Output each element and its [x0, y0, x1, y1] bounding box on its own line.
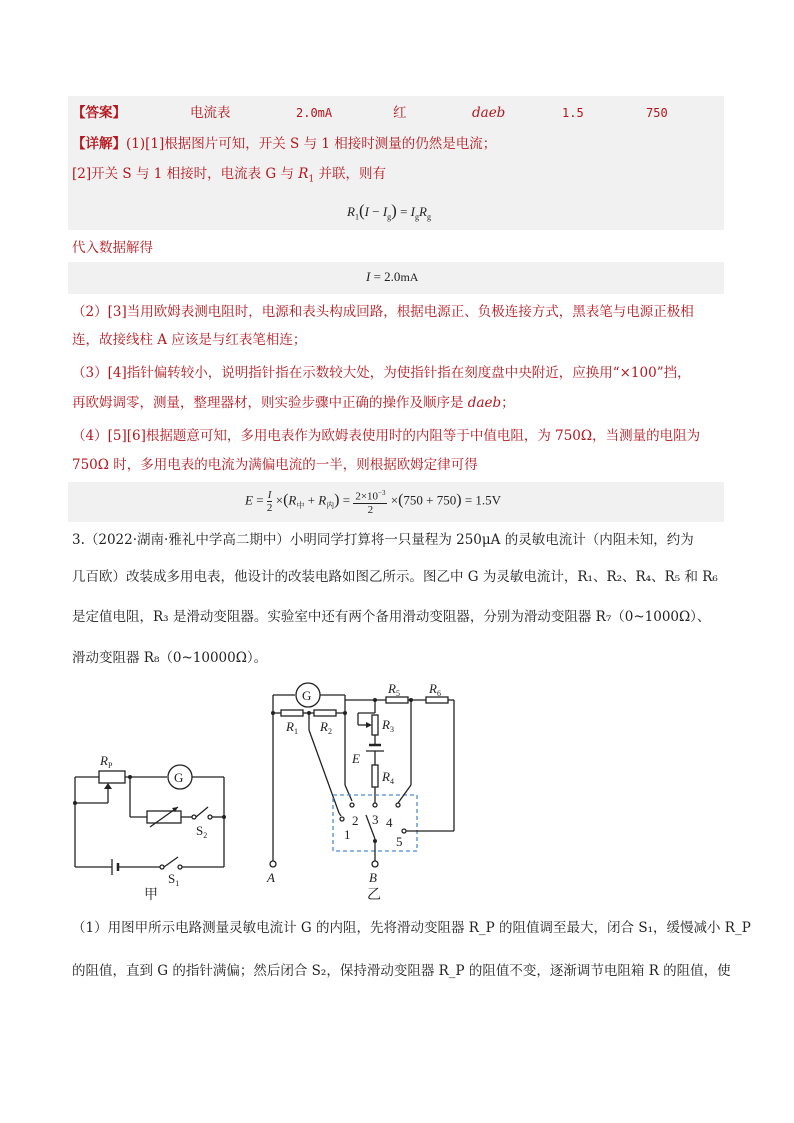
r2-resistor — [314, 710, 336, 716]
detail-line7: （4）[5][6]根据题意可知，多用电表作为欧姆表使用时的内阻等于中值电阻，为 750Ω，当测量的电阻为 — [72, 428, 701, 444]
question-line2: 几百欧）改装成多用电表，他设计的改装电路如图乙所示。图乙中 G 为灵敏电流计，R₁、R₂、R₄、R₅ 和 R₆ — [72, 569, 718, 585]
detail-line6-c: ； — [501, 395, 515, 411]
answer-item-5: 1.5 — [562, 106, 584, 120]
figure-yi — [266, 681, 454, 903]
detail-line4: 连，故接线柱 A 应该是与红表笔相连； — [72, 332, 307, 348]
eq3: E = $\frac{I}{2}$ $\times(R_中 + R_内)$ = $\frac{2\times 10^{-3}}{2}$ ×(750 + 750) = 1.5V — [245, 488, 502, 516]
detail-label — [72, 134, 496, 154]
question-line1: 3.（2022·湖南·雅礼中学高二期中）小明同学打算将一只量程为 250μA 的灵敏电流计（内阻未知，约为 — [72, 532, 694, 548]
r5-label: $R_5$ — [388, 681, 400, 698]
n2-label: 2 — [352, 813, 359, 828]
sub-text: 代入数据解得 — [72, 240, 153, 256]
answer-label: 【答案】 — [72, 105, 126, 121]
n1-label: 1 — [344, 827, 351, 842]
question-line3: 是定值电阻，R₃ 是滑动变阻器。实验室中还有两个备用滑动变阻器，分别为滑动变阻器 R₇（0~1000Ω）、 — [72, 609, 711, 625]
answer-item-1: 电流表 — [190, 105, 231, 121]
detail-label-text: 【详解】 — [72, 136, 126, 152]
detail-line6 — [72, 393, 515, 413]
caption-yi: 乙 — [367, 888, 381, 903]
detail-line2-a: [2]开关 S 与 1 相接时，电流表 G 与 — [72, 166, 299, 182]
e-label: E — [352, 751, 360, 766]
question-line4: 滑动变阻器 R₈（0~10000Ω）。 — [72, 650, 268, 666]
g-label-jia: G — [174, 770, 184, 785]
r1-label: $R_1$ — [286, 719, 298, 736]
caption-jia: 甲 — [144, 888, 158, 903]
r1-resistor — [281, 710, 303, 716]
n3-label: 3 — [372, 812, 379, 827]
r4-resistor — [372, 765, 378, 787]
detail-line8: 750Ω 时，多用电表的电流为满偏电流的一半，则根据欧姆定律可得 — [72, 457, 478, 473]
sub-question-line1: （1）用图甲所示电路测量灵敏电流计 G 的内阻，先将滑动变阻器 R_P 的阻值调至最大，闭合 S₁，缓慢减小 R_P — [72, 920, 751, 936]
a-label: A — [267, 870, 275, 885]
answer-item-4: daeb — [472, 105, 506, 121]
r3-resistor — [372, 715, 378, 735]
rp-label: $R_P$ — [100, 753, 113, 770]
r2-label: $R_2$ — [320, 719, 332, 736]
rp-resistor — [99, 771, 125, 783]
r4-label: $R_4$ — [382, 769, 394, 786]
s1-label: $S_1$ — [168, 871, 180, 888]
detail-line6-b: daeb — [467, 395, 502, 411]
g-label-yi: G — [302, 688, 312, 703]
answer-item-6: 750 — [646, 106, 668, 120]
b-label: B — [369, 870, 377, 885]
eq2: I = 2.0mA — [366, 269, 419, 284]
detail-line1: (1)[1]根据图片可知，开关 S 与 1 相接时测量的仍然是电流； — [126, 136, 497, 152]
n4-label: 4 — [386, 815, 393, 830]
detail-line2-b: 并联，则有 — [314, 166, 386, 182]
detail-line2-r: R — [298, 166, 309, 182]
detail-line3: （2）[3]当用欧姆表测电阻时，电源和表头构成回路，根据电源正、负极连接方式，黑表笔与电源正极相 — [72, 304, 694, 320]
s2-label: $S_2$ — [196, 823, 208, 840]
r6-label: $R_6$ — [429, 681, 441, 698]
n5-label: 5 — [396, 834, 403, 849]
eq1: $R_1(I - I_g) = I_gR_g$ — [347, 201, 431, 222]
answer-item-3: 红 — [393, 105, 407, 121]
detail-line2 — [72, 164, 386, 190]
answer-item-2: 2.0mA — [296, 106, 333, 120]
detail-line6-a: 再欧姆调零，测量，整理器材，则实验步骤中正确的操作及顺序是 — [72, 395, 468, 411]
detail-line5: （3）[4]指针偏转较小，说明指针指在示数较大处，为使指针指在刻度盘中央附近，应换用“×100”挡， — [72, 365, 691, 381]
sub-question-line2: 的阻值，直到 G 的指针满偏；然后闭合 S₂，保持滑动变阻器 R_P 的阻值不变，逐渐调节电阻箱 R 的阻值，使 — [72, 963, 731, 979]
r3-label: $R_3$ — [382, 717, 394, 734]
figure-jia — [73, 753, 226, 903]
circuit-figures — [0, 675, 794, 915]
detail-line2-sub: 1 — [308, 174, 315, 185]
